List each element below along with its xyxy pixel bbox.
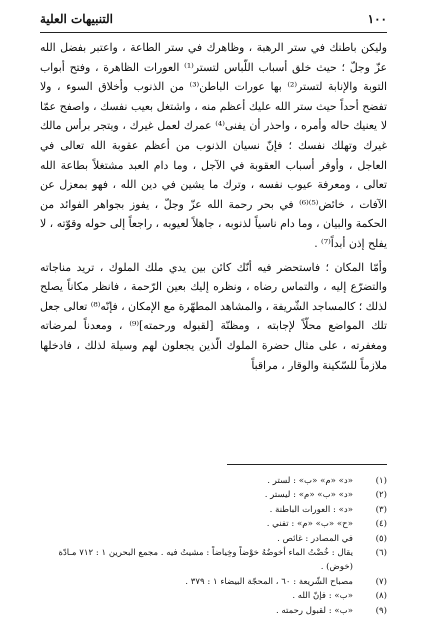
footnote-text: في المصادر : غائص . <box>277 533 353 544</box>
footnote-number: (٢) <box>375 490 387 501</box>
footnotes <box>40 474 387 618</box>
footnote <box>40 604 387 618</box>
footnote <box>40 474 387 488</box>
footnote-text: «ح» «ب» «م» : تفني . <box>266 519 353 530</box>
paragraph: وليكن باطنك في ستر الرهبة ، وظاهرك في ستر الطاعة ، واعتبر بفضل الله عزّ وجلّ ؛ حيث خلق أسباب اللّباس لتستر⁽¹⁾ العورات الظاهرة ، وفتح أبواب التوبة والإنابة لتستر⁽²⁾ بها عورات الباطن⁽³⁾ من الذنوب وأخلاق السوء ، ولا تفضح أحداً حيث ستر الله عليك أعظم منه ، واشتغل بعيب نفسك ، واصفح عمّا لا يعنيك حاله وأمره ، واحذر أن يفنى⁽⁴⁾ عمرك لعمل غيرك ، ويتجر برأس مالك غيرك وتهلك نفسك ؛ فإنّ نسيان الذنوب من أعظم عقوبة الله تعالى في العاجل ، وأوفر أسباب العقوبة في الآجل ، وما دام العبد مشتغلاً بطاعة الله تعالى ، ومعرفة عيوب نفسه ، وترك ما يشين في دين الله ، فهو بمعزل عن الآفات ، خائض⁽⁵⁾⁽⁶⁾ في بحر رحمة الله عزّ وجلّ ، يفوز بجواهر الفوائد من الحكمة والبيان ، وما دام ناسياً لذنوبه ، جاهلاً لعيوبه ، راجعاً إلى حوله وقوّته ، لا يفلح إذن أبداً⁽⁷⁾ . <box>40 41 388 250</box>
paragraph: وأمّا المكان ؛ فاستحضر فيه أنّك كائن بين يدي ملك الملوك ، تريد مناجاته والتضرّع إليه ، والتماس رضاه ، ونظره إليك بعين الرّحمة ، فانظر مكاناً يصلح لذلك ؛ كالمساجد الشّريفة ، والمشاهد المطهّرة مع الإمكان ، فإنّه⁽⁸⁾ تعالى جعل تلك المواضع محلّاً لإجابته ، ومظنّة [لقبوله ورحمته]⁽⁹⁾ ، ومعدناً لمرضاته ومغفرته ، على مثال حضرة الملوك الّذين يجعلون لهم وسيلة لذلك ، فادخلها ملازماً للسّكينة والوقار ، مراقباً <box>40 260 387 372</box>
footnote-number: (١) <box>375 476 387 486</box>
page-header <box>40 10 387 30</box>
main-text <box>40 38 387 375</box>
footnote <box>40 517 387 531</box>
footnote-number: (٥) <box>375 533 387 544</box>
footnote-number: (٧) <box>375 576 387 587</box>
footnote-number: (٨) <box>375 591 387 602</box>
page-number: ١٠٠ <box>367 12 387 26</box>
footnote-number: (٣) <box>375 504 387 515</box>
footnote <box>40 488 387 502</box>
footnote-rule <box>227 464 387 465</box>
footnote-text: «د» «ب» «م» : ليستر . <box>264 490 353 501</box>
footnote-number: (٩) <box>375 605 387 616</box>
footnote-text: يقال : خُضْتُ الماء أخوضُهُ خوْضاً وخِياضاً : مشيتُ فيه . مجمع البحرين ١ : ٧١٢ مـادّة (خوض) . <box>58 548 353 573</box>
footnote-text: «د» «م» «ب» : لستر . <box>267 476 353 486</box>
running-title: التنبيهات العلية <box>40 12 113 26</box>
footnote-text: «د» : العورات الباطنة . <box>269 504 353 515</box>
footnote-text: «ب» : فإنّ الله . <box>292 591 353 602</box>
footnote <box>40 532 387 546</box>
footnote-text: مصباح الشّريعة : ٦٠ ، المحجّة البيضاء ١ : ٣٧٩ . <box>185 576 353 587</box>
footnote <box>40 503 387 517</box>
footnote <box>40 575 387 589</box>
footnote-number: (٤) <box>375 519 387 530</box>
header-rule <box>40 32 387 33</box>
footnote-text: «ب» : لقبول رحمته . <box>275 605 353 616</box>
footnote <box>40 546 387 575</box>
footnote-number: (٦) <box>375 548 387 559</box>
footnote <box>40 589 387 603</box>
